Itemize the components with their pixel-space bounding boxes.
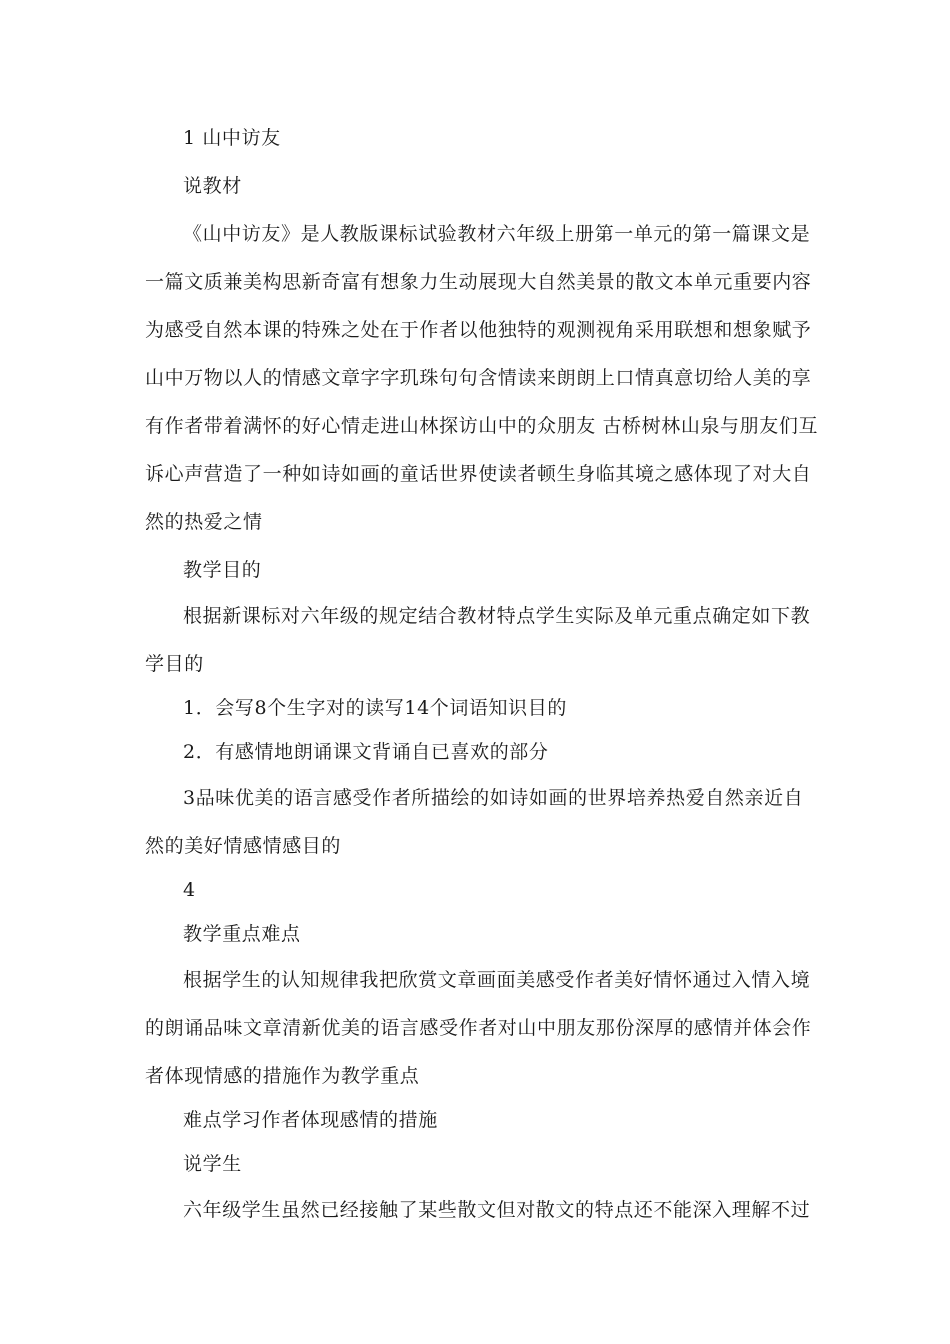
goal-item-4: 4 <box>183 879 196 901</box>
paragraph-line: 一篇文质兼美构思新奇富有想象力生动展现大自然美景的散文本单元重要内容 <box>145 271 812 293</box>
paragraph-line: 根据学生的认知规律我把欣赏文章画面美感受作者美好情怀通过入情入境 <box>183 969 811 991</box>
paragraph-line: 者体现情感的措施作为教学重点 <box>145 1065 420 1087</box>
goal-item-3-continued: 然的美好情感情感目的 <box>145 835 342 857</box>
paragraph-line: 山中万物以人的情感文章字字玑珠句句含情读来朗朗上口情真意切给人美的享 <box>145 367 812 389</box>
paragraph-line: 然的热爱之情 <box>145 511 263 533</box>
paragraph-line: 为感受自然本课的特殊之处在于作者以他独特的观测视角采用联想和想象赋予 <box>145 319 812 341</box>
paragraph-line: 有作者带着满怀的好心情走进山林探访山中的众朋友 古桥树林山泉与朋友们互 <box>145 415 819 437</box>
paragraph-line: 的朗诵品味文章清新优美的语言感受作者对山中朋友那份深厚的感情并体会作 <box>145 1017 812 1039</box>
paragraph-line: 诉心声营造了一种如诗如画的童话世界使读者顿生身临其境之感体现了对大自 <box>145 463 812 485</box>
paragraph-line: 根据新课标对六年级的规定结合教材特点学生实际及单元重点确定如下教 <box>183 605 811 627</box>
section-heading-mudi: 教学目的 <box>183 559 262 581</box>
section-heading-zhongdian: 教学重点难点 <box>183 923 301 945</box>
goal-item-2: 2．有感情地朗诵课文背诵自已喜欢的部分 <box>183 741 549 763</box>
nandian-line: 难点学习作者体现感情的措施 <box>183 1109 438 1131</box>
paragraph-line: 学目的 <box>145 653 204 675</box>
section-heading-jiaocai: 说教材 <box>183 175 242 197</box>
goal-item-3: 3品味优美的语言感受作者所描绘的如诗如画的世界培养热爱自然亲近自 <box>183 787 804 809</box>
document-title: 1 山中访友 <box>183 127 281 149</box>
section-heading-xuesheng: 说学生 <box>183 1153 242 1175</box>
paragraph-line: 《山中访友》是人教版课标试验教材六年级上册第一单元的第一篇课文是 <box>183 223 811 245</box>
goal-item-1: 1．会写8个生字对的读写14个词语知识目的 <box>183 697 567 719</box>
paragraph-line: 六年级学生虽然已经接触了某些散文但对散文的特点还不能深入理解不过 <box>183 1199 811 1221</box>
